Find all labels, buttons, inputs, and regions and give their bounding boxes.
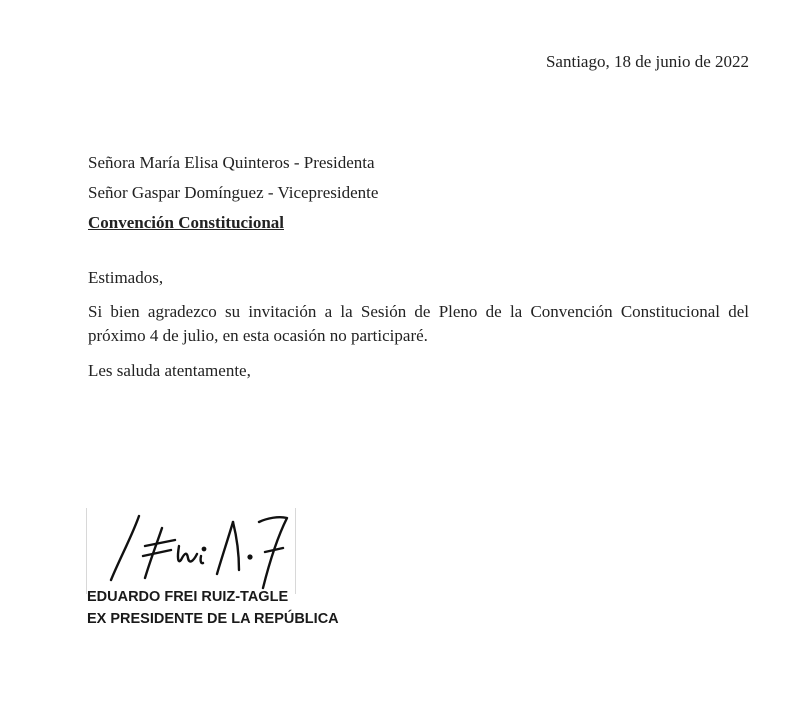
signer-block bbox=[87, 586, 339, 630]
salutation: Estimados, bbox=[88, 268, 164, 287]
recipient-president: Señora María Elisa Quinteros - Presidenta bbox=[88, 153, 375, 172]
letter-body: Si bien agradezco su invitación a la Sesión de Pleno de la Convención Constitucional del próximo 4 de julio, en esta ocasión no participaré. bbox=[88, 302, 749, 345]
signer-title: EX PRESIDENTE DE LA REPÚBLICA bbox=[87, 611, 339, 627]
recipients-block bbox=[88, 148, 378, 238]
letter-date: Santiago, 18 de junio de 2022 bbox=[545, 52, 749, 71]
recipient-organization: Convención Constitucional bbox=[88, 213, 284, 232]
signer-name: EDUARDO FREI RUIZ-TAGLE bbox=[87, 589, 289, 605]
closing-line: Les saluda atentamente, bbox=[88, 361, 251, 380]
recipient-vicepresident: Señor Gaspar Domínguez - Vicepresidente bbox=[88, 183, 379, 202]
signature-image bbox=[86, 508, 296, 594]
